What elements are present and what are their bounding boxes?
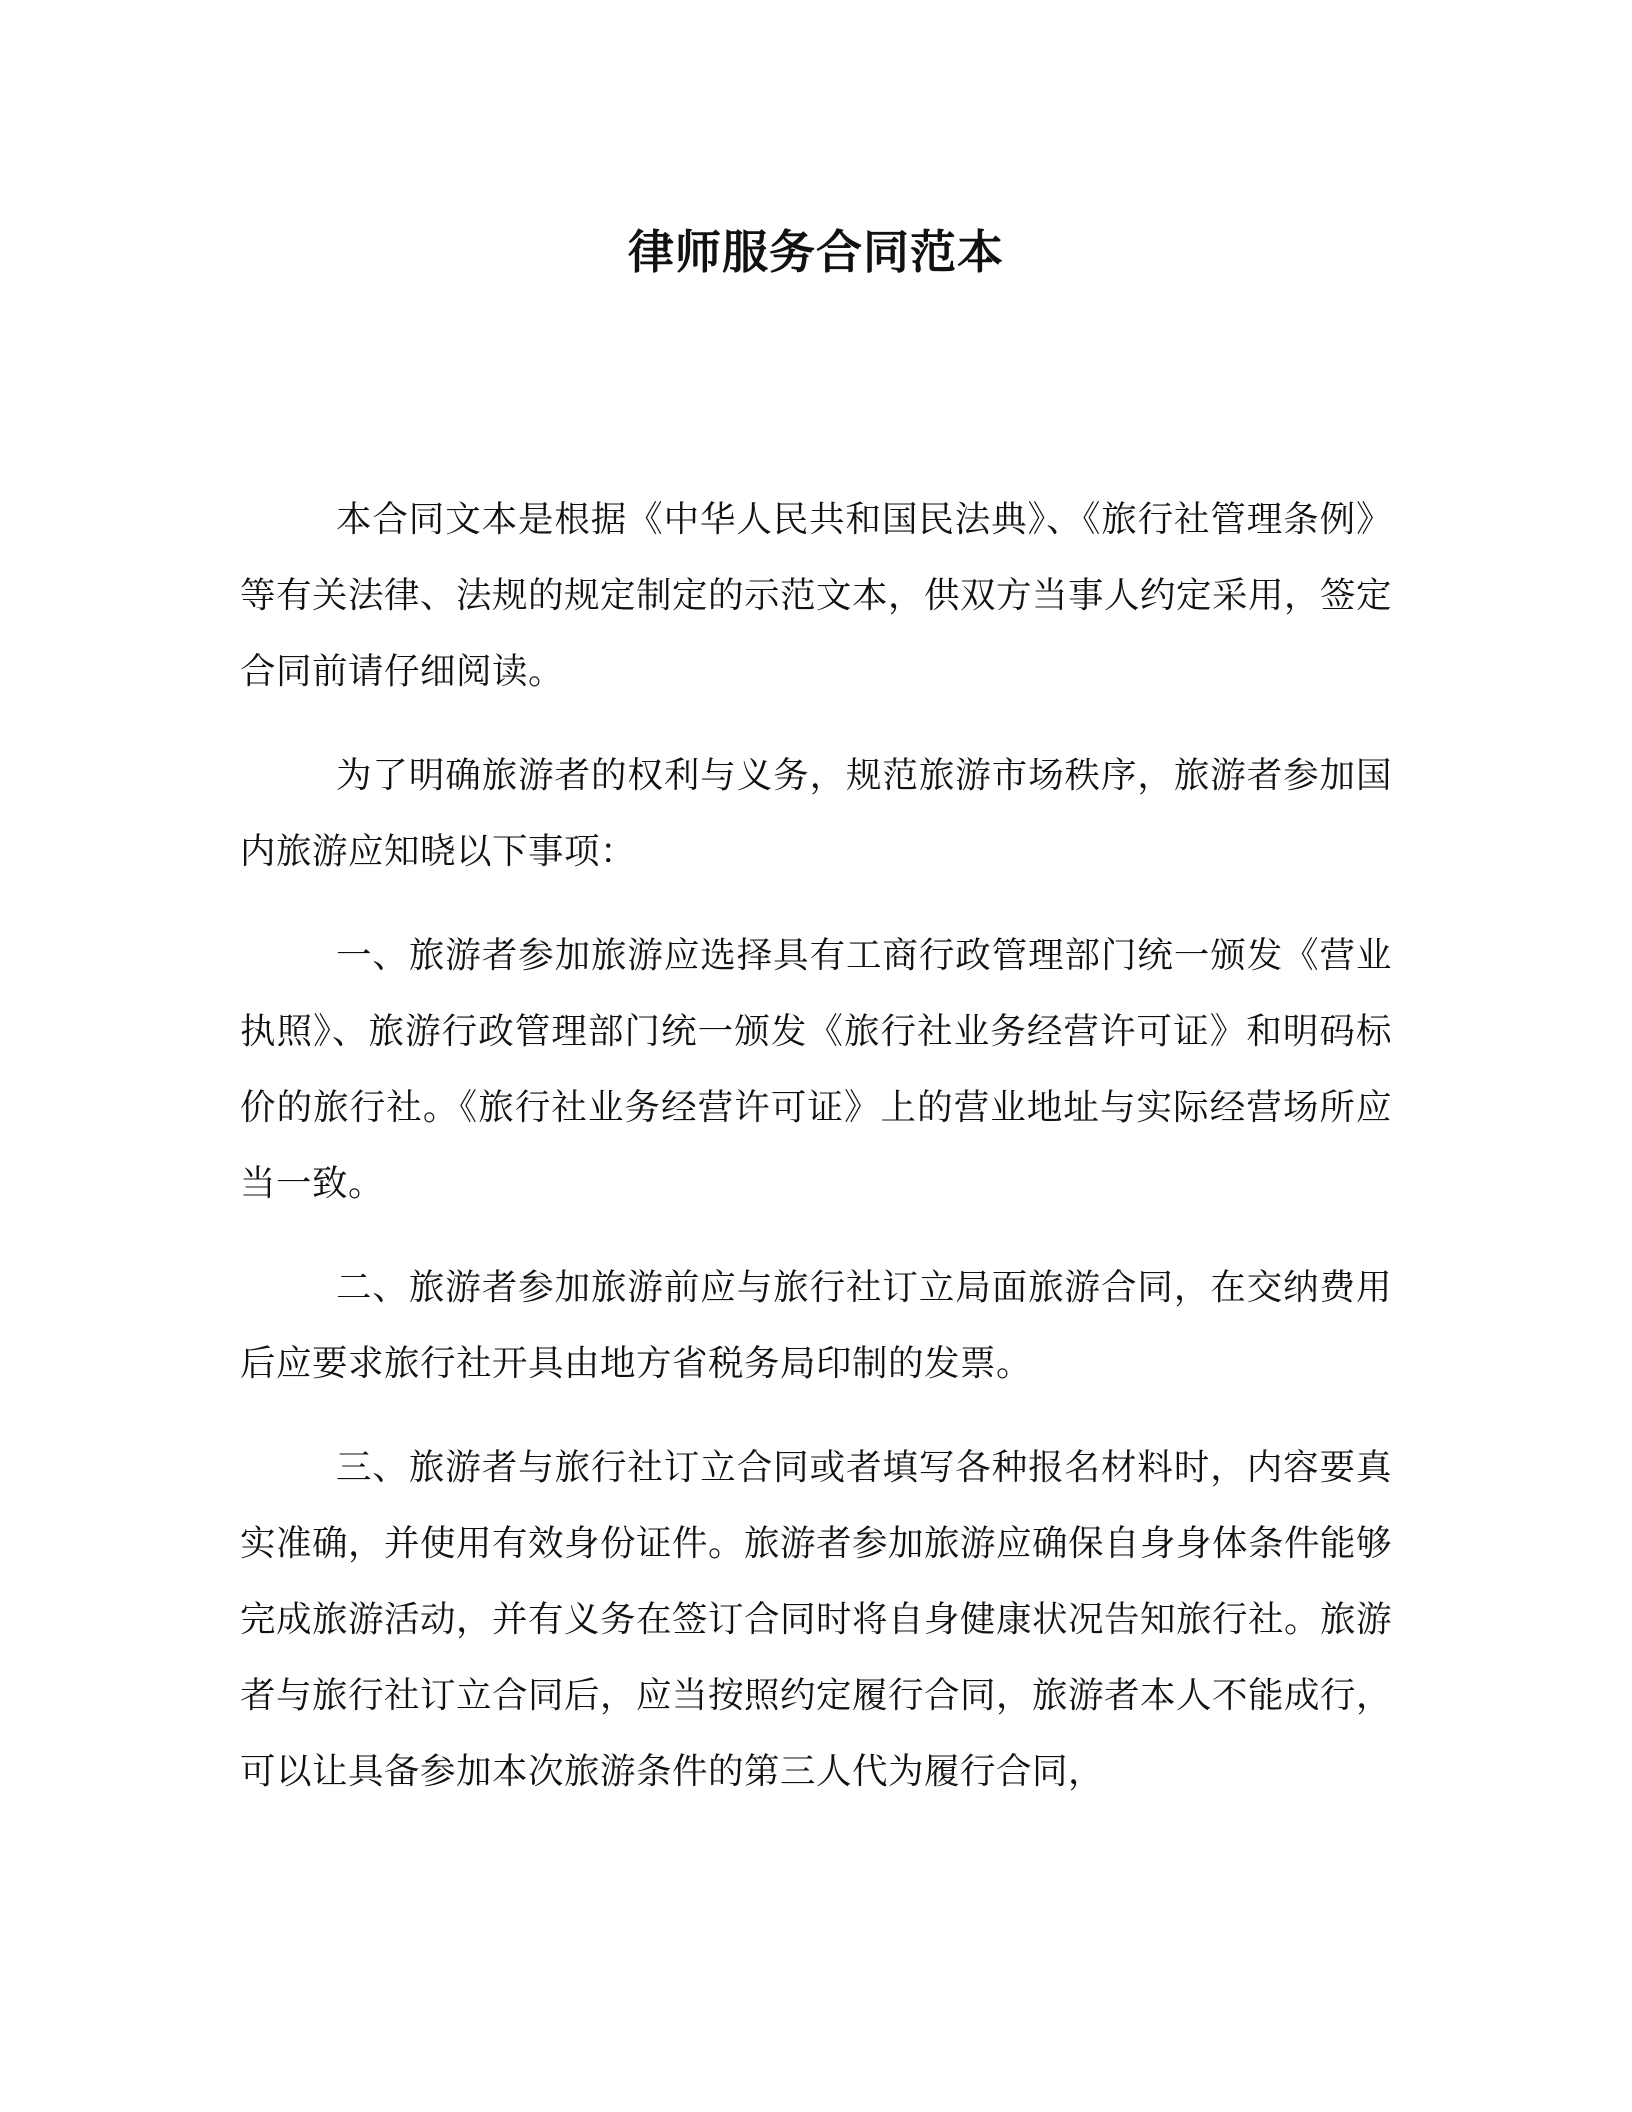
clause-1-paragraph: 一、旅游者参加旅游应选择具有工商行政管理部门统一颁发《营业执照》、旅游行政管理部门统一颁发《旅行社业务经营许可证》和明码标价的旅行社。《旅行社业务经营许可证》上的营业地址与实际经营场所应当一致。 [240, 935, 1392, 1204]
clause-2-paragraph: 二、旅游者参加旅游前应与旅行社订立局面旅游合同，在交纳费用后应要求旅行社开具由地方省税务局印制的发票。 [240, 1267, 1392, 1384]
purpose-paragraph: 为了明确旅游者的权利与义务，规范旅游市场秩序，旅游者参加国内旅游应知晓以下事项： [240, 755, 1392, 872]
clause-3-paragraph: 三、旅游者与旅行社订立合同或者填写各种报名材料时，内容要真实准确，并使用有效身份证件。旅游者参加旅游应确保自身身体条件能够完成旅游活动，并有义务在签订合同时将自身健康状况告知旅行社。旅游者与旅行社订立合同后，应当按照约定履行合同，旅游者本人不能成行，可以让具备参加本次旅游条件的第三人代为履行合同， [240, 1447, 1393, 1792]
document-body [240, 482, 1392, 1838]
intro-paragraph: 本合同文本是根据《中华人民共和国民法典》、《旅行社管理条例》等有关法律、法规的规定制定的示范文本，供双方当事人约定采用，签定合同前请仔细阅读。 [240, 499, 1393, 692]
document-title: 律师服务合同范本 [628, 225, 1004, 279]
